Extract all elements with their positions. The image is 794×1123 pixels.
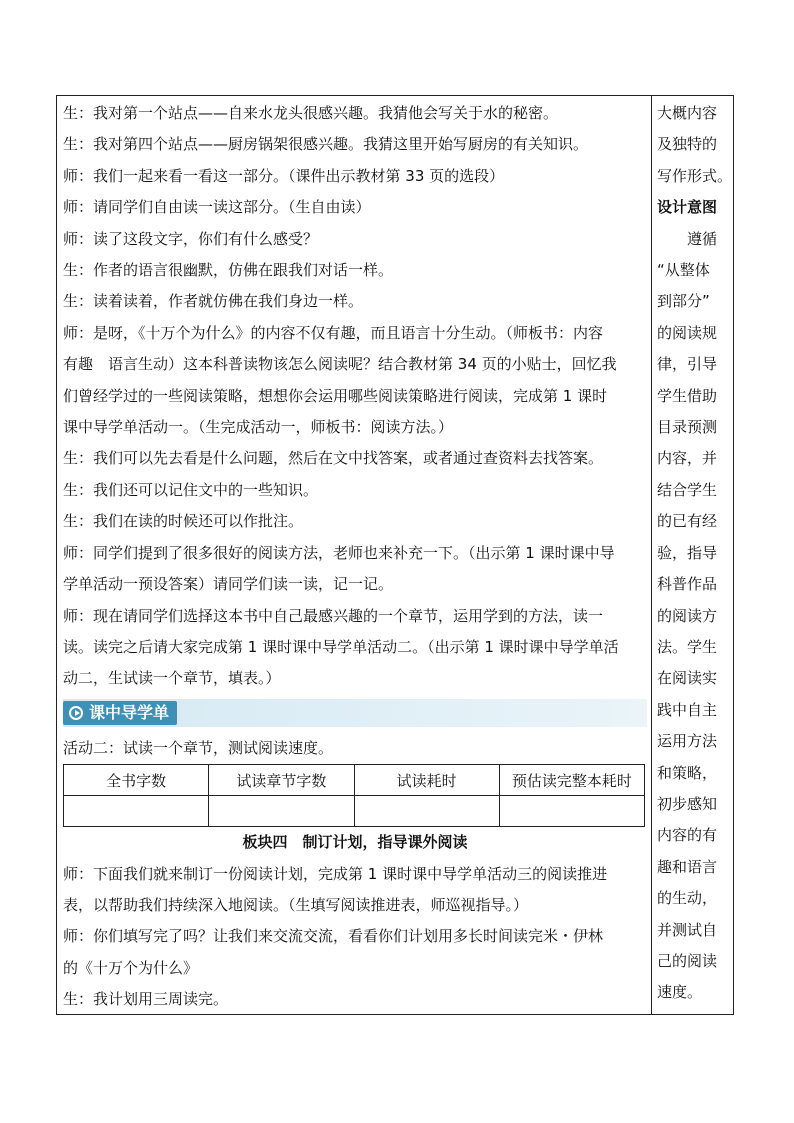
- dialogue-line: 生：我对第一个站点——自来水龙头很感兴趣。我猜他会写关于水的秘密。: [63, 104, 559, 122]
- dialogue-line: 生：我对第四个站点——厨房锅架很感兴趣。我猜这里开始写厨房的有关知识。: [63, 135, 589, 154]
- dialogue-line: 学单活动一预设答案）请同学们读一读，记一记。: [63, 575, 394, 594]
- side-note-line: 初步感知: [657, 794, 718, 813]
- main-column: [63, 98, 647, 1016]
- side-note-line: 的阅读方: [657, 606, 718, 625]
- dialogue-line: 师：下面我们就来制订一份阅读计划，完成第 1 课时课中导学单活动三的阅读推进: [63, 864, 608, 883]
- side-note-line: 的生动，: [657, 889, 718, 908]
- side-note-line: 写作形式。: [657, 166, 733, 185]
- section-title: 板块四 制订计划，指导课外阅读: [242, 833, 468, 852]
- dialogue-block-bottom: [63, 859, 647, 1016]
- dialogue-line: 师：是呀，《十万个为什么》的内容不仅有趣，而且语言十分生动。（师板书：内容: [63, 323, 604, 342]
- table-row: [64, 796, 645, 827]
- dialogue-line: 生：我计划用三周读完。: [63, 990, 229, 1009]
- side-notes-before: [657, 98, 733, 192]
- side-note-line: 的阅读规: [657, 323, 718, 342]
- side-note-line: 践中自主: [657, 700, 718, 719]
- design-intent-column: [657, 98, 733, 1009]
- dialogue-line: 师：你们填写完了吗？让我们来交流交流，看看你们计划用多长时间读完米・伊林: [63, 927, 604, 946]
- side-note-line: 内容的有: [657, 826, 718, 845]
- dialogue-line: 生：我们还可以记住文中的一些知识。: [63, 480, 319, 499]
- dialogue-line: 师：我们一起来看一看这一部分。（课件出示教材第 33 页的选段）: [63, 166, 505, 185]
- side-note-line: 内容，并: [657, 449, 718, 468]
- dialogue-block-top: [63, 98, 647, 695]
- side-note-line: 速度。: [657, 983, 703, 1002]
- table-cell-empty[interactable]: [64, 796, 209, 827]
- column-divider: [651, 96, 652, 1014]
- dialogue-line: 师：现在请同学们选择这本书中自己最感兴趣的一个章节，运用学到的方法，读一: [63, 606, 604, 625]
- table-header-cell: 试读耗时: [354, 765, 499, 796]
- activity-label: 活动二：试读一个章节，测试阅读速度。: [63, 738, 334, 757]
- side-note-line: 己的阅读: [657, 951, 718, 970]
- dialogue-line: 表，以帮助我们持续深入地阅读。（生填写阅读推进表，师巡视指导。）: [63, 895, 529, 914]
- side-note-line: 科普作品: [657, 575, 718, 594]
- dialogue-line: 课中导学单活动一。（生完成活动一，师板书：阅读方法。）: [63, 418, 454, 437]
- side-note-line: 法。学生: [657, 637, 718, 656]
- dialogue-line: 师：读了这段文字，你们有什么感受？: [63, 229, 319, 248]
- side-note-line: 趣和语言: [657, 857, 718, 876]
- dialogue-line: 师：请同学们自由读一读这部分。（生自由读）: [63, 198, 371, 217]
- side-note-line: 和策略，: [657, 763, 718, 782]
- banner-label: 课中导学单: [89, 702, 170, 722]
- dialogue-line: 动二，生试读一个章节，填表。）: [63, 669, 281, 688]
- dialogue-line: 生：我们在读的时候还可以作批注。: [63, 512, 304, 531]
- table-header-cell: 预估读完整本耗时: [499, 765, 644, 796]
- side-note-line: 并测试自: [657, 920, 718, 939]
- table-cell-empty[interactable]: [209, 796, 354, 827]
- side-note-line: 运用方法: [657, 732, 718, 751]
- side-note-line: 在阅读实: [657, 669, 718, 688]
- dialogue-line: 师：同学们提到了很多很好的阅读方法，老师也来补充一下。（出示第 1 课时课中导: [63, 543, 615, 562]
- side-note-line: 验，指导: [657, 543, 718, 562]
- side-note-line: 律，引导: [657, 355, 718, 374]
- side-note-line: “从整体: [657, 261, 710, 280]
- dialogue-line: 生：我们可以先去看是什么问题，然后在文中找答案，或者通过查资料去找答案。: [63, 449, 604, 468]
- dialogue-line: 们曾经学过的一些阅读策略，想想你会运用哪些阅读策略进行阅读，完成第 1 课时: [63, 386, 608, 405]
- side-note-line: 学生借助: [657, 386, 718, 405]
- dialogue-line: 的《十万个为什么》: [63, 958, 199, 977]
- table-header-row: [64, 765, 645, 796]
- side-note-line: 的已有经: [657, 512, 718, 531]
- side-note-line: 大概内容: [657, 104, 718, 122]
- side-note-line: 目录预测: [657, 418, 718, 437]
- side-note-line: 结合学生: [657, 480, 718, 499]
- side-notes-after: [657, 255, 729, 1009]
- table-cell-empty[interactable]: [499, 796, 644, 827]
- dialogue-line: 生：读着读着，作者就仿佛在我们身边一样。: [63, 292, 364, 311]
- reading-speed-table: [63, 764, 645, 827]
- table-cell-empty[interactable]: [354, 796, 499, 827]
- table-header-cell: 试读章节字数: [209, 765, 354, 796]
- play-circle-icon: [69, 706, 83, 720]
- banner-tag: [63, 701, 177, 725]
- lesson-table: [56, 95, 734, 1015]
- design-intent-heading: 设计意图: [657, 198, 718, 217]
- banner-strip: [63, 699, 647, 727]
- dialogue-line: 读。读完之后请大家完成第 1 课时课中导学单活动二。（出示第 1 课时课中导学单活: [63, 637, 619, 656]
- dialogue-line: 有趣 语言生动）这本科普读物该怎么阅读呢？结合教材第 34 页的小贴士，回忆我: [63, 355, 617, 374]
- side-note-indented: 遵循: [687, 229, 718, 248]
- side-note-line: 及独特的: [657, 135, 718, 154]
- table-header-cell: 全书字数: [64, 765, 209, 796]
- dialogue-line: 生：作者的语言很幽默，仿佛在跟我们对话一样。: [63, 261, 394, 280]
- side-note-line: 到部分”: [657, 292, 710, 311]
